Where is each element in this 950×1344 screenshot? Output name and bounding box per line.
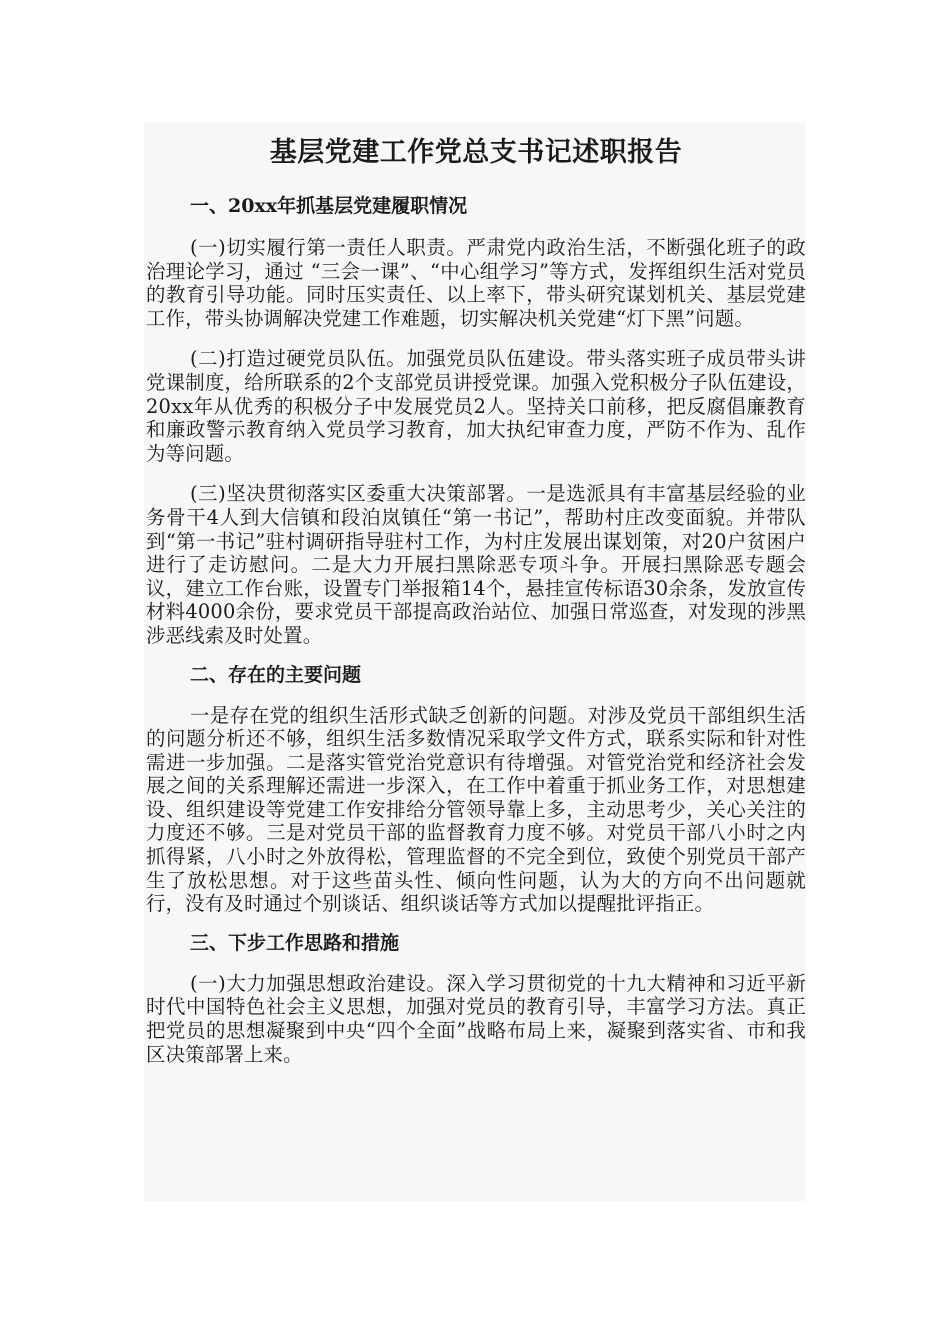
section-1-paragraph-3: (三)坚决贯彻落实区委重大决策部署。一是选派具有丰富基层经验的业务骨干4人到大信镇和段泊岚镇任“第一书记”，帮助村庄改变面貌。并带队到“第一书记”驻村调研指导驻村工作，为村庄发展出谋划策，对20户贫困户进行了走访慰问。二是大力开展扫黑除恶专项斗争。开展扫黑除恶专题会议，建立工作台账，设置专门举报箱14个，悬挂宣传标语30余条，发放宣传材料4000余份，要求党员干部提高政治站位、加强日常巡查，对发现的涉黑涉恶线索及时处置。 <box>146 482 806 647</box>
section-heading-3: 三、下步工作思路和措施 <box>190 931 400 954</box>
section-1-paragraph-2: (二)打造过硬党员队伍。加强党员队伍建设。带头落实班子成员带头讲党课制度，给所联系的2个支部党员讲授党课。加强入党积极分子队伍建设，20xx年从优秀的积极分子中发展党员2人。坚持关口前移，把反腐倡廉教育和廉政警示教育纳入党员学习教育，加大执纪审查力度，严防不作为、乱作为等问题。 <box>146 347 806 465</box>
section-heading-1: 一、20xx年抓基层党建履职情况 <box>190 195 468 217</box>
section-1-paragraph-1: (一)切实履行第一责任人职责。严肃党内政治生活，不断强化班子的政治理论学习，通过 “三会一课”、“中心组学习”等方式，发挥组织生活对党员的教育引导功能。同时压实责任、以上率下，带头研究谋划机关、基层党建工作，带头协调解决党建工作难题，切实解决机关党建“灯下黑”问题。 <box>146 236 806 330</box>
section-3-paragraph-1: (一)大力加强思想政治建设。深入学习贯彻党的十九大精神和习近平新时代中国特色社会主义思想，加强对党员的教育引导，丰富学习方法。真正把党员的思想凝聚到中央“四个全面”战略布局上来，凝聚到落实省、市和我区决策部署上来。 <box>146 971 806 1066</box>
document-body <box>146 123 806 1066</box>
section-heading-2: 二、存在的主要问题 <box>190 663 362 686</box>
section-2-paragraph-1: 一是存在党的组织生活形式缺乏创新的问题。对涉及党员干部组织生活的问题分析还不够，组织生活多数情况采取学文件方式，联系实际和针对性需进一步加强。二是落实管党治党意识有待增强。对管党治党和经济社会发展之间的关系理解还需进一步深入，在工作中着重于抓业务工作，对思想建设、组织建设等党建工作安排给分管领导靠上多，主动思考少，关心关注的力度还不够。三是对党员干部的监督教育力度不够。对党员干部八小时之内抓得紧，八小时之外放得松，管理监督的不完全到位，致使个别党员干部产生了放松思想。对于这些苗头性、倾向性问题，认为大的方向不出问题就行，没有及时通过个别谈话、组织谈话等方式加以提醒批评指正。 <box>146 703 806 916</box>
document-title: 基层党建工作党总支书记述职报告 <box>269 137 683 168</box>
